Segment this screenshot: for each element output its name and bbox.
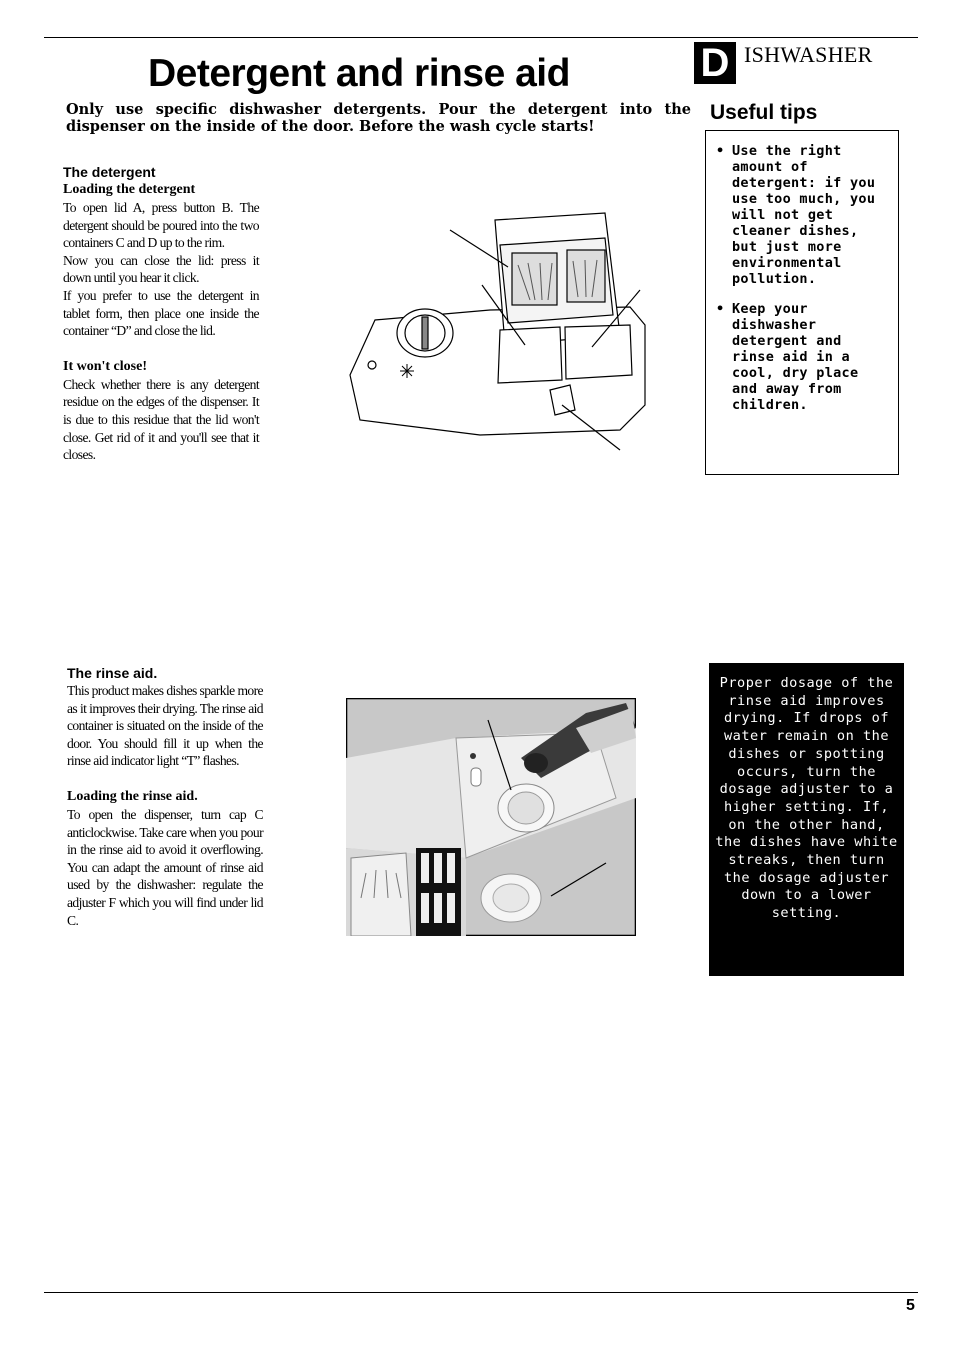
wont-close-heading: It won't close! (63, 358, 147, 374)
wont-close-text: Check whether there is any detergent residue on the edges of the dispenser. It is due to this residue that the lid won't close. Get rid of it and you'll see that it closes. (63, 376, 259, 463)
brand-letter: D (694, 42, 736, 84)
loading-rinse-aid-heading: Loading the rinse aid. (67, 788, 198, 804)
detergent-section (63, 163, 259, 464)
rinse-aid-heading: The rinse aid. (67, 665, 158, 681)
rinse-aid-photo (346, 698, 636, 936)
rinse-aid-text: This product makes dishes sparkle more as it improves their drying. The rinse aid container is situated on the inside of the door. You should fill it up when the rinse aid indicator light “T” flashes. (67, 683, 263, 769)
brand-word: ISHWASHER (744, 42, 873, 67)
page-number: 5 (906, 1297, 915, 1314)
bottom-rule (44, 1292, 918, 1293)
page-title: Detergent and rinse aid (148, 52, 570, 95)
loading-rinse-aid-text: To open the dispenser, turn cap C anticlockwise. Take care when you pour in the rinse aid to avoid it overflowing. You can adapt the amount of rinse aid used by the dishwasher: regulate the adjuster F which you will find under lid C. (67, 806, 263, 928)
rinse-dosage-note: Proper dosage of the rinse aid improves drying. If drops of water remain on the dishes or spotting occurs, turn the dosage adjuster to a higher setting. If, on the other hand, the dishes have white streaks, then turn the dosage adjuster down to a lower setting. (709, 663, 904, 976)
tips-box (705, 130, 899, 475)
tip-item: • Keep your dishwasher detergent and rinse aid in a cool, dry place and away from children. (716, 301, 859, 413)
top-rule (44, 37, 918, 38)
detergent-heading: The detergent (63, 164, 156, 180)
detergent-paragraph: If you prefer to use the detergent in tablet form, then place one inside the container “D” and close the lid. (63, 287, 259, 339)
tips-heading: Useful tips (710, 101, 818, 124)
detergent-paragraph: To open lid A, press button B. The detergent should be poured into the two containers C and D up to the rim. (63, 200, 259, 251)
tip-item: • Use the right amount of detergent: if you use too much, you will not get cleaner dishes, but just more environmental pollution. (716, 143, 876, 287)
detergent-dispenser-illustration (330, 205, 650, 465)
loading-detergent-heading: Loading the detergent (63, 182, 196, 197)
detergent-paragraph: Now you can close the lid: press it down until you hear it click. (63, 252, 259, 286)
intro-text: Only use specific dishwasher detergents. Pour the detergent into the dispenser on the inside of the door. Before the wash cycle starts! (66, 101, 691, 135)
rinse-aid-section (67, 664, 263, 929)
